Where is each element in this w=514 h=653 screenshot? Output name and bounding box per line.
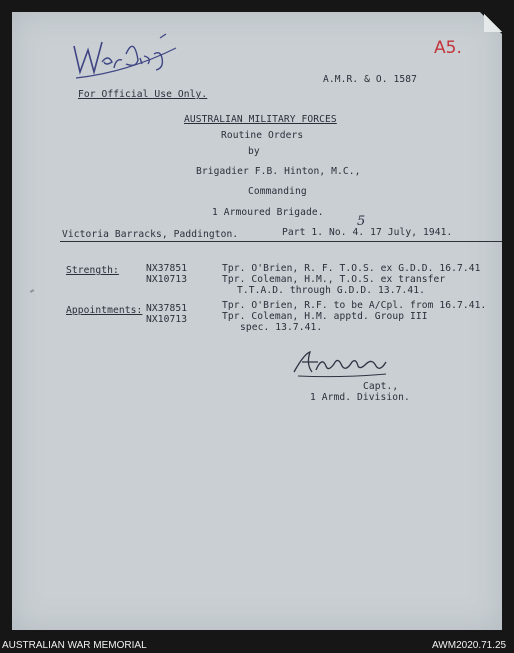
footer-left: AUSTRALIAN WAR MEMORIAL	[2, 640, 147, 651]
strength-entry-1: Tpr. O'Brien, R. F. T.O.S. ex G.D.D. 16.7.41	[222, 263, 481, 274]
signoff-unit: 1 Armd. Division.	[310, 392, 410, 403]
strength-entry-3: T.T.A.D. through G.D.D. 13.7.41.	[237, 285, 426, 296]
dateline-part: Part 1. No. 4. 17 July, 1941.	[282, 227, 453, 238]
signoff-rank: Capt.,	[363, 381, 399, 392]
insert-number: 5	[357, 214, 366, 229]
appointments-entry-3: spec. 13.7.41.	[240, 322, 323, 333]
header-rule	[60, 241, 502, 242]
appointments-label: Appointments:	[66, 305, 143, 316]
orders-title: Routine Orders	[221, 130, 304, 141]
appointments-entry-1: Tpr. O'Brien, R.F. to be A/Cpl. from 16.7.41.	[222, 300, 487, 311]
orders-by: by	[248, 146, 260, 157]
appointments-number-1: NX37851	[146, 303, 188, 314]
appointments-number-2: NX10713	[146, 314, 188, 325]
footer-right: AWM2020.71.25	[432, 640, 507, 651]
commander-name: Brigadier F.B. Hinton, M.C.,	[196, 166, 361, 177]
org-heading: AUSTRALIAN MILITARY FORCES	[184, 114, 337, 125]
dateline-place: Victoria Barracks, Paddington.	[62, 229, 239, 240]
strength-number-2: NX10713	[146, 274, 188, 285]
strength-entry-2: Tpr. Coleman, H.M., T.O.S. ex transfer	[222, 274, 446, 285]
commanding-label: Commanding	[248, 186, 307, 197]
brigade-name: 1 Armoured Brigade.	[212, 207, 324, 218]
appointments-entry-2: Tpr. Coleman, H.M. apptd. Group III	[222, 311, 428, 322]
official-use-notice: For Official Use Only.	[78, 89, 208, 100]
reference-number: A.M.R. & O. 1587	[323, 74, 418, 85]
strength-label: Strength:	[66, 265, 119, 276]
strength-number-1: NX37851	[146, 263, 188, 274]
red-mark: A5.	[434, 38, 462, 58]
folded-corner-flap	[484, 14, 502, 32]
